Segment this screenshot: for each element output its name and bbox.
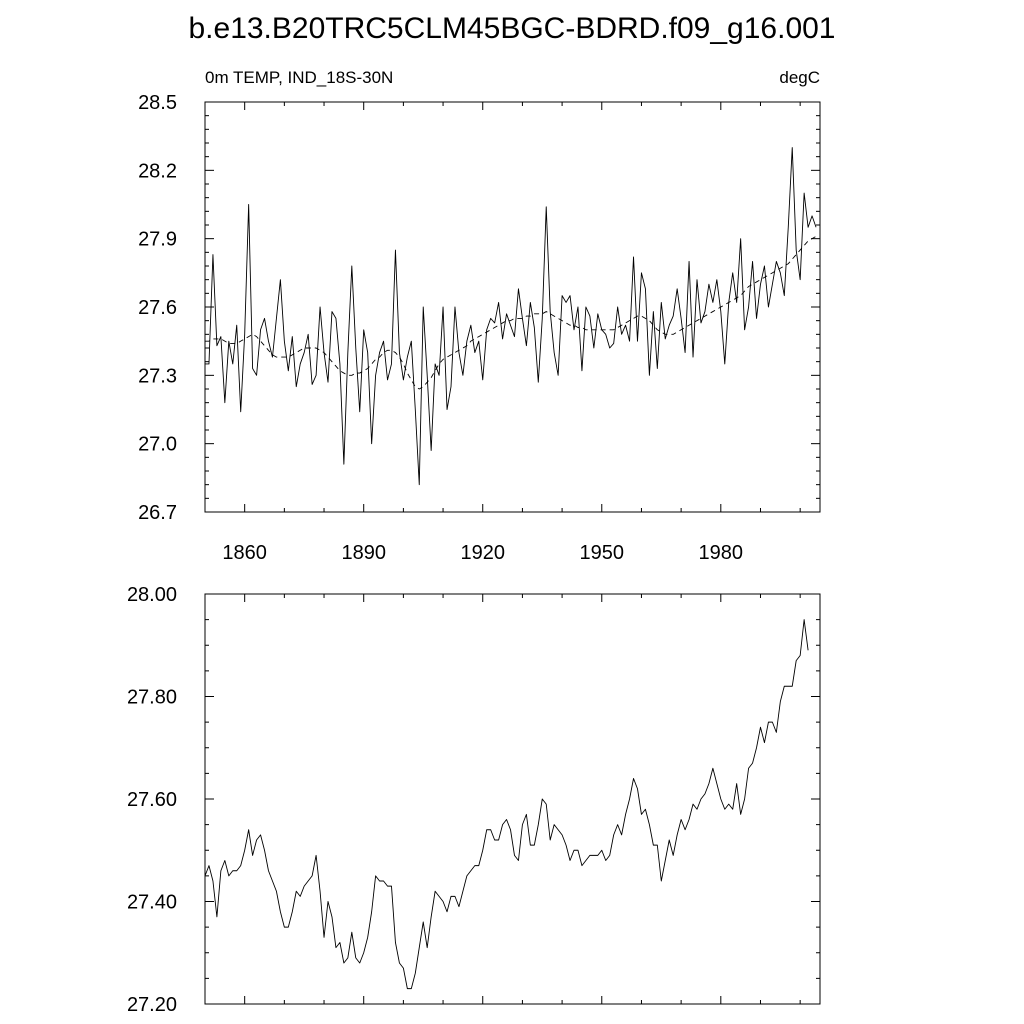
y-tick-label: 26.7 bbox=[138, 502, 177, 524]
y-tick-label: 27.60 bbox=[126, 789, 177, 811]
y-tick-label: 28.2 bbox=[138, 160, 177, 183]
series-line bbox=[205, 148, 816, 485]
running-mean-line bbox=[205, 236, 816, 389]
y-tick-label: 27.0 bbox=[138, 433, 177, 456]
series-line bbox=[205, 620, 808, 989]
x-tick-label: 1950 bbox=[579, 542, 625, 564]
top-panel-chart bbox=[138, 92, 820, 564]
y-tick-label: 27.3 bbox=[138, 365, 177, 388]
figure-title: b.e13.B20TRC5CLM45BGC-BDRD.f09_g16.001 bbox=[188, 12, 836, 45]
plot-frame bbox=[205, 594, 820, 1004]
x-tick-label: 1920 bbox=[460, 542, 505, 564]
y-tick-label: 27.9 bbox=[138, 228, 177, 251]
left-subtitle: 0m TEMP, IND_18S-30N bbox=[205, 68, 394, 87]
y-tick-label: 27.80 bbox=[126, 686, 177, 709]
right-subtitle: degC bbox=[779, 68, 820, 87]
x-tick-label: 1890 bbox=[341, 542, 386, 564]
y-tick-label: 28.5 bbox=[138, 92, 177, 114]
bottom-panel-chart bbox=[127, 584, 820, 1016]
x-tick-label: 1860 bbox=[222, 542, 267, 564]
plot-frame bbox=[205, 102, 820, 512]
y-tick-label: 27.6 bbox=[138, 297, 177, 319]
y-tick-label: 27.40 bbox=[126, 891, 177, 914]
y-tick-label: 27.20 bbox=[126, 994, 177, 1016]
x-tick-label: 1980 bbox=[698, 542, 744, 564]
y-tick-label: 28.00 bbox=[126, 584, 177, 606]
